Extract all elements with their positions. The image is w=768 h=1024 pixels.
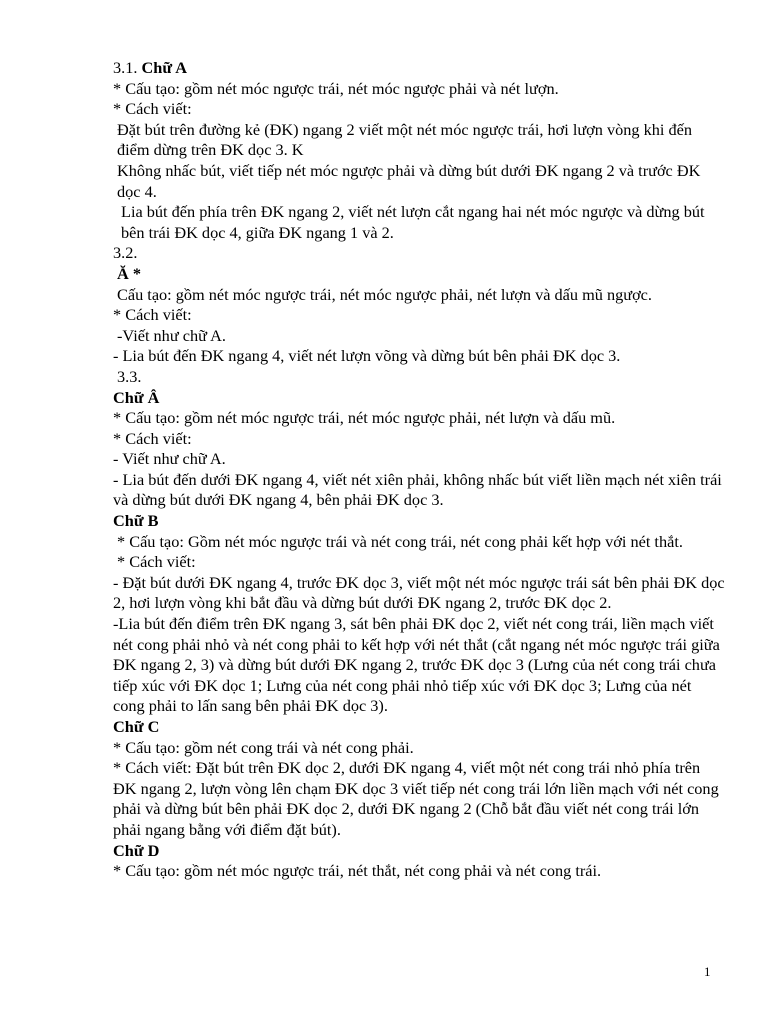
section-title: Chữ C [113, 717, 160, 736]
section-title: Chữ Â [113, 387, 160, 407]
instruction-text: Đặt bút trên đường kẻ (ĐK) ngang 2 viết một nét móc ngược trái, hơi lượn vòng khi đến điểm dừng trên ĐK dọc 3. K [117, 119, 693, 160]
instruction-text: - Lia bút đến dưới ĐK ngang 4, viết nét xiên phải, không nhấc bút viết liền mạch nét xiên trái và dừng bút dưới ĐK ngang 4, bên phải ĐK dọc 3. [113, 469, 722, 510]
instruction-text: * Cách viết: Đặt bút trên ĐK dọc 2, dưới ĐK ngang 4, viết một nét cong trái nhỏ phía trên ĐK ngang 2, lượn vòng lên chạm ĐK dọc 3 viết tiếp nét cong trái lớn liền mạch với nét cong phải và dừng bút bên phải ĐK dọc 2, dưới ĐK ngang 2 (Chỗ bắt đầu viết nét cong trái lớn phải ngang bằng với điểm đặt bút). [113, 758, 719, 839]
instruction-text: - Lia bút đến ĐK ngang 4, viết nét lượn võng và dừng bút bên phải ĐK dọc 3. [113, 346, 621, 366]
how-to-write-label: * Cách viết: [113, 99, 192, 119]
instruction-text: Không nhấc bút, viết tiếp nét móc ngược phải và dừng bút dưới ĐK ngang 2 và trước ĐK dọc 4. [117, 160, 701, 201]
instruction-text: - Viết như chữ A. [113, 449, 226, 469]
instruction-text: - Đặt bút dưới ĐK ngang 4, trước ĐK dọc 3, viết một nét móc ngược trái sát bên phải ĐK dọc 2, hơi lượn vòng khi bắt đầu và dừng bút dưới ĐK ngang 2, trước ĐK dọc 2. [113, 572, 725, 613]
section-number: 3.3. [117, 366, 142, 386]
instruction-text: -Lia bút đến điểm trên ĐK ngang 3, sát bên phải ĐK dọc 2, viết nét cong trái, liền mạch viết nét cong phải nhỏ và nét cong phải to kết hợp với nét thắt (cắt ngang nét móc ngược trái giữa ĐK ngang 2, 3) và dừng bút dưới ĐK ngang 2, trước ĐK dọc 3 (Lưng của nét cong trái chưa tiếp xúc với ĐK dọc 1; Lưng của nét cong phải nhỏ tiếp xúc với ĐK dọc 3; Lưng của nét cong phải to lấn sang bên phải ĐK dọc 3). [113, 614, 720, 716]
how-to-write-label: * Cách viết: [117, 552, 196, 572]
section-3-1-heading [113, 58, 725, 79]
structure-text: Cấu tạo: gồm nét móc ngược trái, nét móc ngược phải, nét lượn và dấu mũ ngược. [117, 284, 652, 304]
page-number: 1 [704, 964, 711, 979]
section-title: Chữ B [113, 511, 159, 531]
section-title: Chữ A [141, 58, 188, 77]
section-title: Chữ D [113, 840, 160, 860]
structure-text: * Cấu tạo: Gồm nét móc ngược trái và nét cong trái, nét cong phải kết hợp với nét thắt. [117, 531, 683, 551]
structure-text: * Cấu tạo: gồm nét móc ngược trái, nét thắt, nét cong phải và nét cong trái. [113, 861, 602, 881]
how-to-write-label: * Cách viết: [113, 428, 192, 448]
section-number: 3.2. [113, 243, 138, 263]
structure-text: * Cấu tạo: gồm nét móc ngược trái, nét móc ngược phải, nét lượn và dấu mũ. [113, 408, 616, 428]
structure-text: * Cấu tạo: gồm nét móc ngược trái, nét móc ngược phải và nét lượn. [113, 78, 559, 98]
section-title: Ă * [117, 263, 141, 283]
document-body [113, 58, 725, 882]
how-to-write-label: * Cách viết: [113, 305, 192, 325]
section-number: 3.1. [113, 58, 142, 77]
instruction-text: Lia bút đến phía trên ĐK ngang 2, viết nét lượn cắt ngang hai nét móc ngược và dừng bút bên trái ĐK dọc 4, giữa ĐK ngang 1 và 2. [121, 202, 705, 242]
instruction-text: -Viết như chữ A. [117, 325, 226, 345]
structure-text: * Cấu tạo: gồm nét cong trái và nét cong phải. [113, 737, 414, 757]
